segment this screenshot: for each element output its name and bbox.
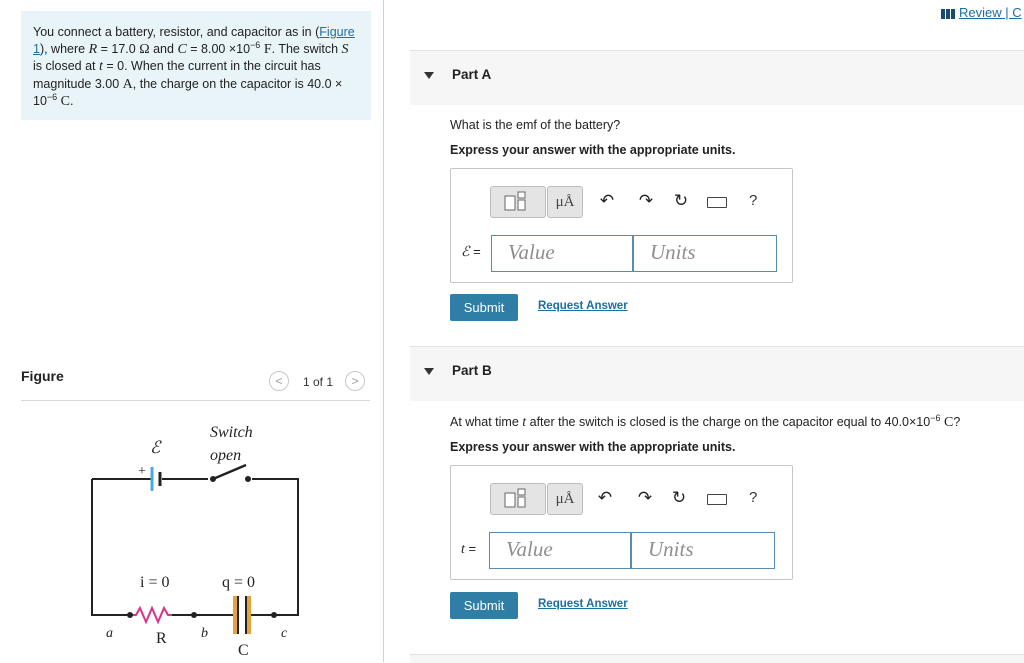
problem-text: You connect a battery, resistor, and capacitor as in ( [33, 25, 320, 39]
exponent: −6 [46, 91, 58, 102]
part-b-submit-button[interactable]: Submit [450, 592, 518, 619]
part-a-instruction: Express your answer with the appropriate units. [450, 143, 736, 157]
undo-icon[interactable]: ↶ [597, 488, 613, 507]
node-c-label: c [281, 626, 288, 641]
capacitor-label: C [238, 642, 249, 659]
math-symbol: t [522, 415, 527, 430]
part-a-question: What is the emf of the battery? [450, 118, 621, 132]
help-icon[interactable]: ? [749, 489, 758, 506]
variable-symbol: t [461, 542, 465, 557]
help-icon[interactable]: ? [749, 192, 758, 209]
part-b-instruction: Express your answer with the appropriate units. [450, 440, 736, 454]
figure-prev-button[interactable]: < [269, 371, 289, 391]
node-a-dot [127, 612, 133, 618]
redo-icon[interactable]: ↷ [638, 191, 654, 210]
collapse-triangle-icon[interactable] [424, 368, 434, 375]
part-b-title: Part B [452, 363, 492, 378]
template-icon [491, 484, 545, 514]
left-wire [92, 479, 130, 615]
problem-text: . The switch [271, 41, 342, 56]
part-b-answer-box [450, 465, 793, 580]
problem-text: . [70, 94, 74, 108]
keyboard-icon[interactable] [707, 197, 727, 208]
switch-contact-right [245, 476, 251, 482]
value-input[interactable]: Value [491, 235, 633, 272]
unit-symbol: F [260, 41, 272, 57]
problem-text: and [149, 41, 178, 56]
template-icon [491, 187, 545, 217]
unit-symbol: C [940, 415, 954, 430]
units-input[interactable]: Units [631, 532, 775, 569]
units-button[interactable]: μÅ [547, 186, 583, 218]
node-b-label: b [201, 626, 208, 641]
template-button[interactable] [490, 186, 546, 218]
unit-symbol: C [57, 94, 71, 109]
unit-symbol: A [122, 76, 133, 92]
figure-heading: Figure [21, 368, 64, 384]
node-b-dot [191, 612, 197, 618]
equals-sign: = [464, 541, 477, 556]
part-a-request-answer-link[interactable]: Request Answer [538, 300, 628, 312]
part-b-question [450, 412, 961, 431]
problem-text: ), where [39, 41, 89, 56]
question-text: At what time [450, 415, 523, 429]
charge-label: q = 0 [222, 574, 256, 591]
unit-symbol: Ω [139, 41, 150, 57]
exponent: −6 [250, 39, 261, 50]
equals-sign: = [469, 244, 481, 259]
part-a-submit-button[interactable]: Submit [450, 294, 518, 321]
exponent: −6 [930, 412, 941, 423]
circuit-diagram [80, 415, 310, 660]
review-icon [941, 9, 955, 19]
figure-divider [21, 400, 370, 401]
question-text: ? [953, 415, 961, 429]
problem-text: is closed at [33, 59, 100, 73]
part-a-answer-box [450, 168, 793, 283]
current-label: i = 0 [140, 574, 170, 591]
variable-symbol: ℰ [461, 245, 470, 260]
reset-icon[interactable]: ↻ [673, 191, 689, 210]
resistor-zigzag [130, 608, 172, 622]
problem-text: , the charge on the capacitor is 40.0 × 10 [33, 76, 343, 108]
panel-separator [383, 0, 384, 662]
math-symbol: C [177, 41, 187, 57]
part-b-request-answer-link[interactable]: Request Answer [538, 598, 628, 610]
review-link-text[interactable]: Review | C [959, 5, 1022, 20]
part-b-header[interactable] [410, 346, 1024, 401]
keyboard-icon[interactable] [707, 494, 727, 505]
redo-icon[interactable]: ↷ [637, 488, 653, 507]
node-c-dot [271, 612, 277, 618]
problem-statement [21, 11, 371, 120]
reset-icon[interactable]: ↻ [671, 488, 687, 507]
battery-plus-sign: + [138, 464, 146, 479]
variable-label [461, 541, 476, 558]
problem-text: = 0. When the current in the circuit has magnitude 3.00 [33, 59, 321, 91]
switch-state-label: open [210, 447, 242, 464]
switch-label: Switch [210, 424, 253, 441]
math-symbol: t [99, 59, 103, 74]
figure-next-button[interactable]: > [345, 371, 365, 391]
problem-text: = 17.0 [97, 41, 140, 56]
part-a-title: Part A [452, 67, 492, 82]
review-link[interactable] [941, 5, 1022, 20]
node-a-label: a [106, 626, 113, 641]
units-input[interactable]: Units [633, 235, 777, 272]
figure-counter: 1 of 1 [303, 375, 334, 389]
part-a-header[interactable] [410, 50, 1024, 105]
template-button[interactable] [490, 483, 546, 515]
collapse-triangle-icon[interactable] [424, 72, 434, 79]
undo-icon[interactable]: ↶ [599, 191, 615, 210]
question-text: after the switch is closed is the charge on the capacitor equal to 40.0×10 [526, 415, 931, 429]
switch-lever [213, 465, 246, 479]
right-wire [250, 479, 298, 615]
math-symbol: R [88, 41, 98, 57]
variable-label [461, 244, 481, 261]
resistor-label: R [156, 630, 167, 647]
units-button[interactable]: μÅ [547, 483, 583, 515]
figure-link[interactable]: Figure 1 [33, 25, 355, 56]
value-input[interactable]: Value [489, 532, 631, 569]
math-symbol: S [341, 41, 349, 57]
emf-label: ℰ [150, 438, 161, 457]
problem-text: = 8.00 ×10 [186, 41, 251, 56]
